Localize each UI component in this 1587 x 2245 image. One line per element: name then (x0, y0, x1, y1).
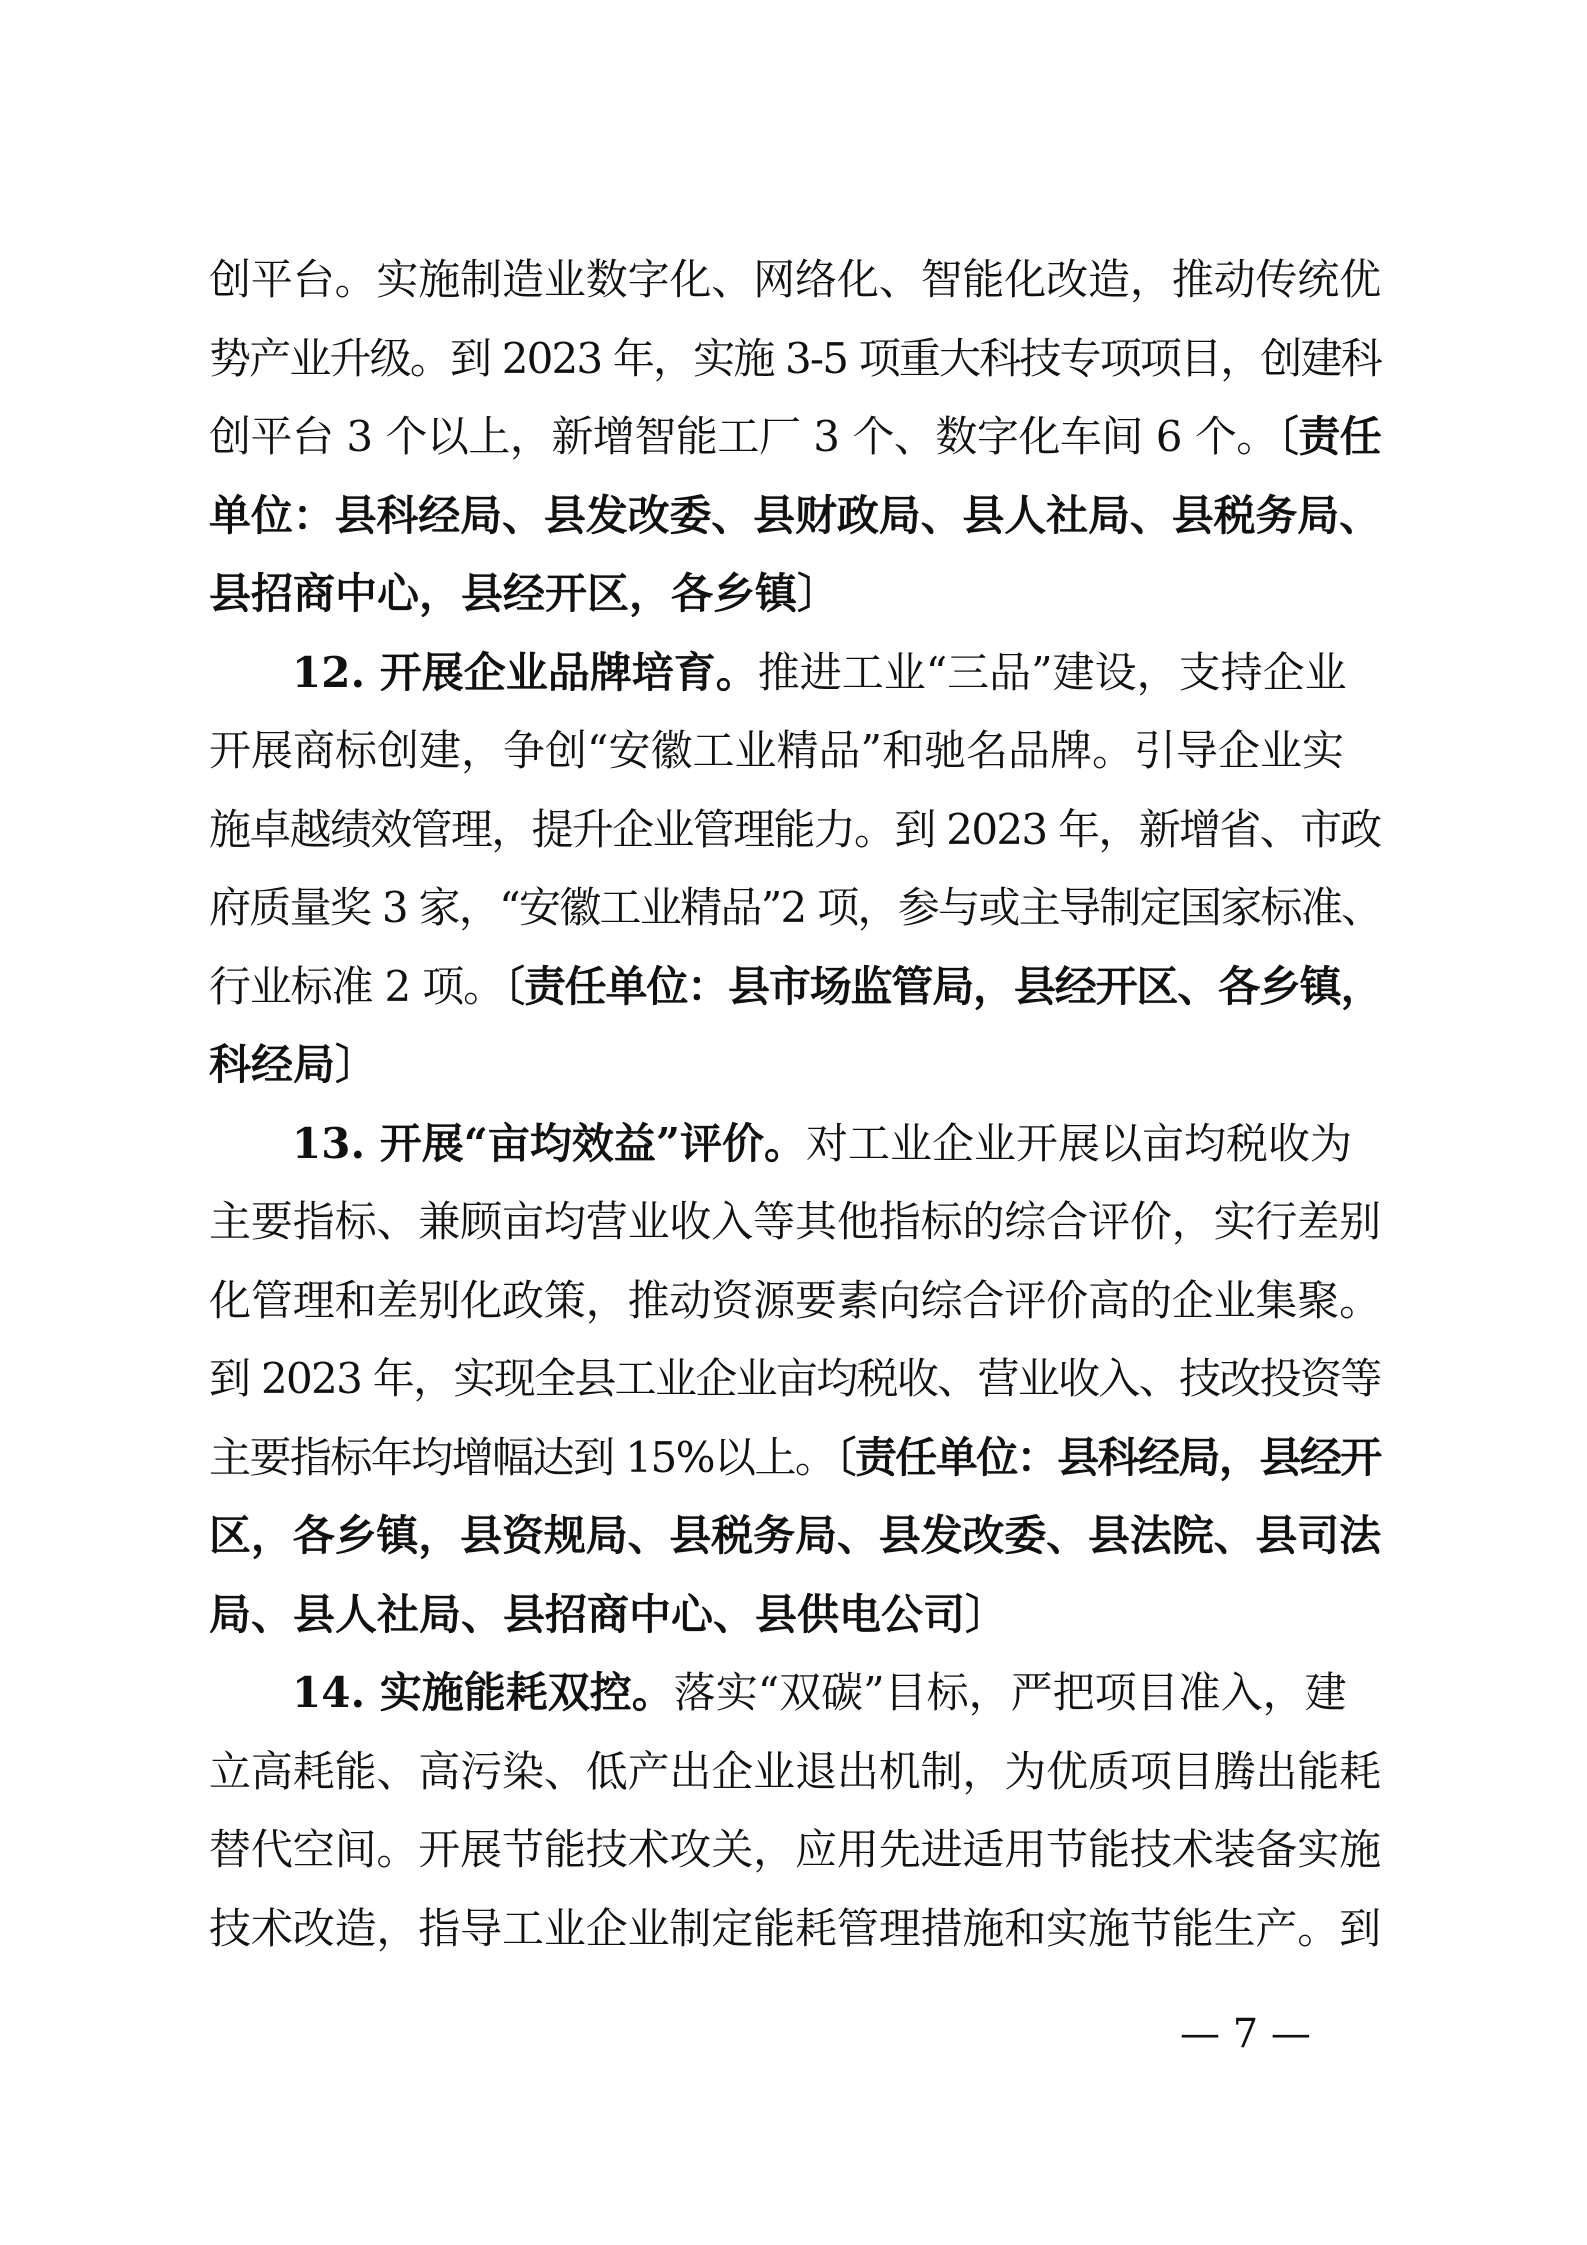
text-run: 化管理和差别化政策，推动资源要素向综合评价高的企业集聚。 (209, 1275, 1382, 1325)
text-line (209, 868, 1381, 948)
text-line (209, 1261, 1381, 1341)
text-line (209, 554, 1381, 634)
text-run: 行业标准 2 项。 (209, 961, 504, 1011)
text-run: 府质量奖 3 家，“安徽工业精品”2 项，参与或主导制定国家标准、 (209, 883, 1382, 932)
text-line (209, 1810, 1381, 1890)
text-line (209, 1339, 1381, 1419)
text-run: 势产业升级。到 2023 年，实施 3-5 项重大科技专项项目，创建科 (209, 333, 1381, 383)
text-run: 主要指标、兼顾亩均营业收入等其他指标的综合评价，实行差别 (209, 1197, 1382, 1246)
text-run: 替代空间。开展节能技术攻关，应用先进适用节能技术装备实施 (209, 1825, 1382, 1874)
bold-text-run: 12. 开展企业品牌培育。 (292, 647, 758, 697)
text-run: 创平台 3 个以上，新增智能工厂 3 个、数字化车间 6 个。 (209, 412, 1278, 461)
bold-text-run: 局、县人社局、县招商中心、县供电公司〕 (209, 1589, 1008, 1639)
bold-text-run: 单位：县科经局、县发改委、县财政局、县人社局、县税务局、 (209, 490, 1382, 540)
bold-text-run: 〔责任单位：县市场监管局，县经开区、各乡镇， (503, 961, 1382, 1011)
bold-text-run: 县招商中心，县经开区，各乡镇〕 (209, 569, 840, 618)
text-line (209, 1889, 1381, 1969)
text-line (292, 1104, 1381, 1184)
text-run: 开展商标创建，争创“安徽工业精品”和驰名品牌。引导企业实 (209, 726, 1344, 775)
text-line (209, 240, 1381, 320)
text-run: 立高耗能、高污染、低产出企业退出机制，为优质项目腾出能耗 (209, 1746, 1382, 1796)
text-run: 落实“双碳”目标，严把项目准入，建 (673, 1668, 1347, 1717)
text-line (209, 397, 1381, 477)
text-line (209, 1182, 1381, 1262)
page-number: — 7 — (1180, 2011, 1311, 2057)
text-run: 技术改造，指导工业企业制定能耗管理措施和实施节能生产。到 (209, 1903, 1382, 1953)
text-run: 对工业企业开展以亩均税收为 (806, 1118, 1353, 1168)
text-line (209, 1025, 1381, 1105)
text-line (292, 633, 1381, 713)
text-line (209, 319, 1381, 399)
text-run: 推进工业“三品”建设，支持企业 (757, 647, 1347, 697)
text-line (209, 1418, 1381, 1498)
bold-text-run: 〔责任 (1277, 412, 1382, 461)
bold-text-run: 14. 实施能耗双控。 (292, 1668, 674, 1717)
text-line (292, 1653, 1381, 1733)
text-run: 创平台。实施制造业数字化、网络化、智能化改造，推动传统优 (209, 255, 1382, 304)
text-run: 到 2023 年，实现全县工业企业亩均税收、营业收入、技改投资等 (209, 1354, 1381, 1403)
text-line (209, 1732, 1381, 1812)
text-line (209, 476, 1381, 556)
text-line (209, 711, 1381, 791)
bold-text-run: 13. 开展“亩均效益”评价。 (292, 1118, 807, 1168)
text-line (209, 1575, 1381, 1655)
text-run: 主要指标年均增幅达到 15%以上。 (209, 1432, 836, 1482)
bold-text-run: 科经局〕 (209, 1040, 378, 1089)
text-run: 施卓越绩效管理，提升企业管理能力。到 2023 年，新增省、市政 (209, 804, 1381, 854)
text-line (209, 790, 1381, 870)
bold-text-run: 区，各乡镇，县资规局、县税务局、县发改委、县法院、县司法 (209, 1511, 1382, 1560)
text-line (209, 1496, 1381, 1576)
bold-text-run: 〔责任单位：县科经局，县经开 (835, 1432, 1381, 1482)
text-line (209, 947, 1381, 1027)
